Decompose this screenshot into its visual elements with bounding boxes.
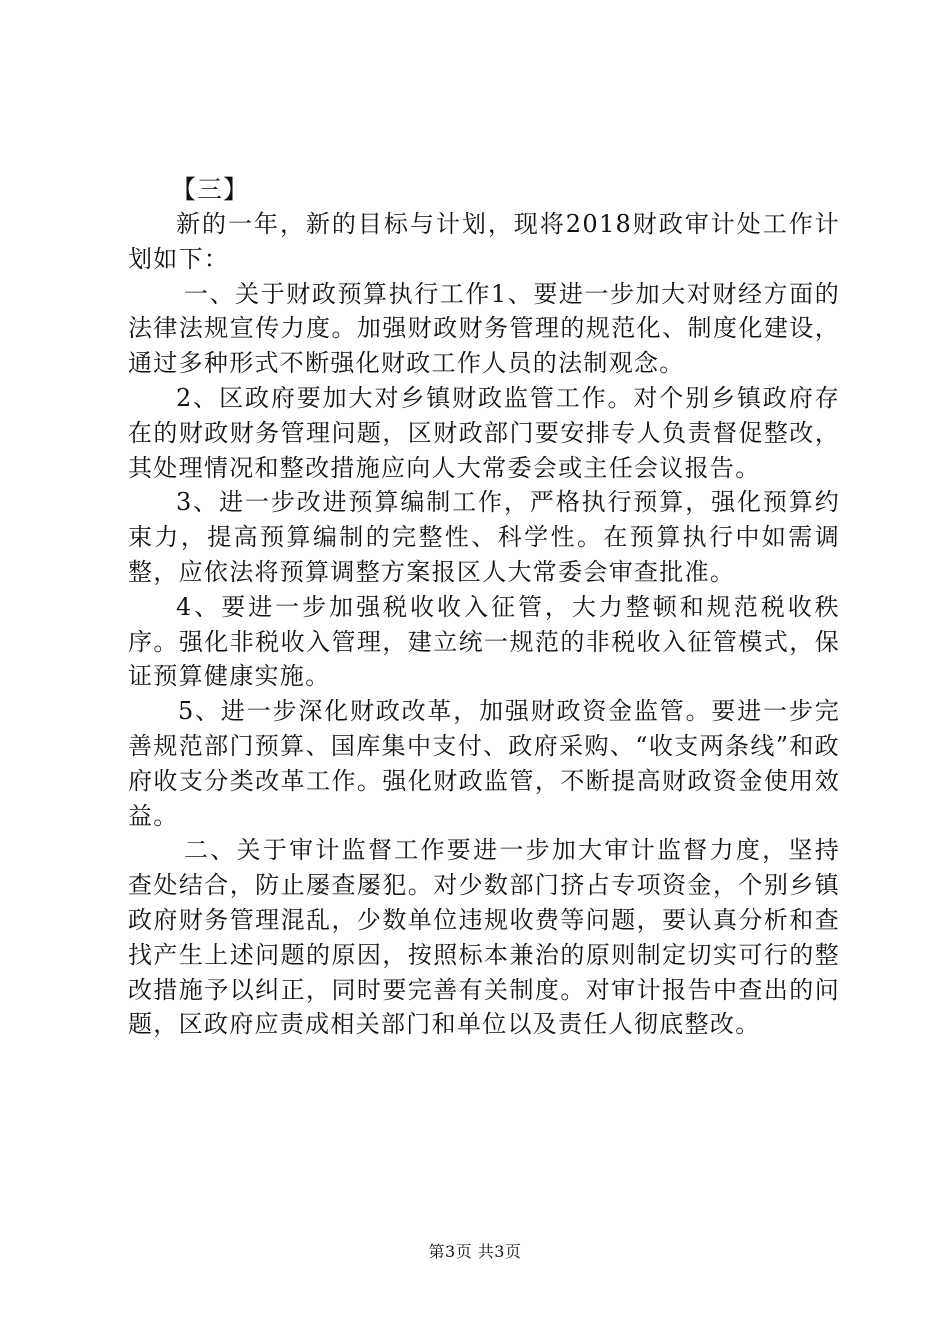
paragraph-tax-collection: 4、要进一步加强税收收入征管，大力整顿和规范税收秩序。强化非税收入管理，建立统一规范的非税收入征管模式，保证预算健康实施。: [128, 592, 840, 691]
paragraph-budget-compilation: 3、进一步改进预算编制工作，严格执行预算，强化预算约束力，提高预算编制的完整性、科学性。在预算执行中如需调整，应依法将预算调整方案报区人大常委会审查批准。: [128, 488, 840, 586]
paragraph-township-supervision: 2、区政府要加大对乡镇财政监管工作。对个别乡镇政府存在的财政财务管理问题，区财政部门要安排专人负责督促整改，其处理情况和整改措施应向人大常委会或主任会议报告。: [128, 383, 840, 482]
paragraph-audit-supervision: 二、关于审计监督工作要进一步加大审计监督力度，坚持查处结合，防止屡查屡犯。对少数部门挤占专项资金，个别乡镇政府财务管理混乱，少数单位违规收费等问题，要认真分析和查找产生上述问题的原因，按照标本兼治的原则制定切实可行的整改措施予以纠正，同时要完善有关制度。对审计报告中查出的问题，区政府应责成相关部门和单位以及责任人彻底整改。: [128, 836, 840, 1039]
paragraph-intro: 新的一年，新的目标与计划，现将2018财政审计处工作计划如下：: [128, 210, 840, 273]
page-number-footer: 第3页 共3页: [428, 1242, 522, 1261]
document-body: [128, 172, 840, 1042]
section-heading: 【三】: [171, 175, 250, 204]
paragraph-fiscal-budget: 一、关于财政预算执行工作1、要进一步加大对财经方面的法律法规宣传力度。加强财政财务管理的规范化、制度化建设，通过多种形式不断强化财政工作人员的法制观念。: [128, 279, 840, 378]
paragraph-fiscal-reform: 5、进一步深化财政改革，加强财政资金监管。要进一步完善规范部门预算、国库集中支付、政府采购、“收支两条线”和政府收支分类改革工作。强化财政监管，不断提高财政资金使用效益。: [128, 697, 840, 830]
